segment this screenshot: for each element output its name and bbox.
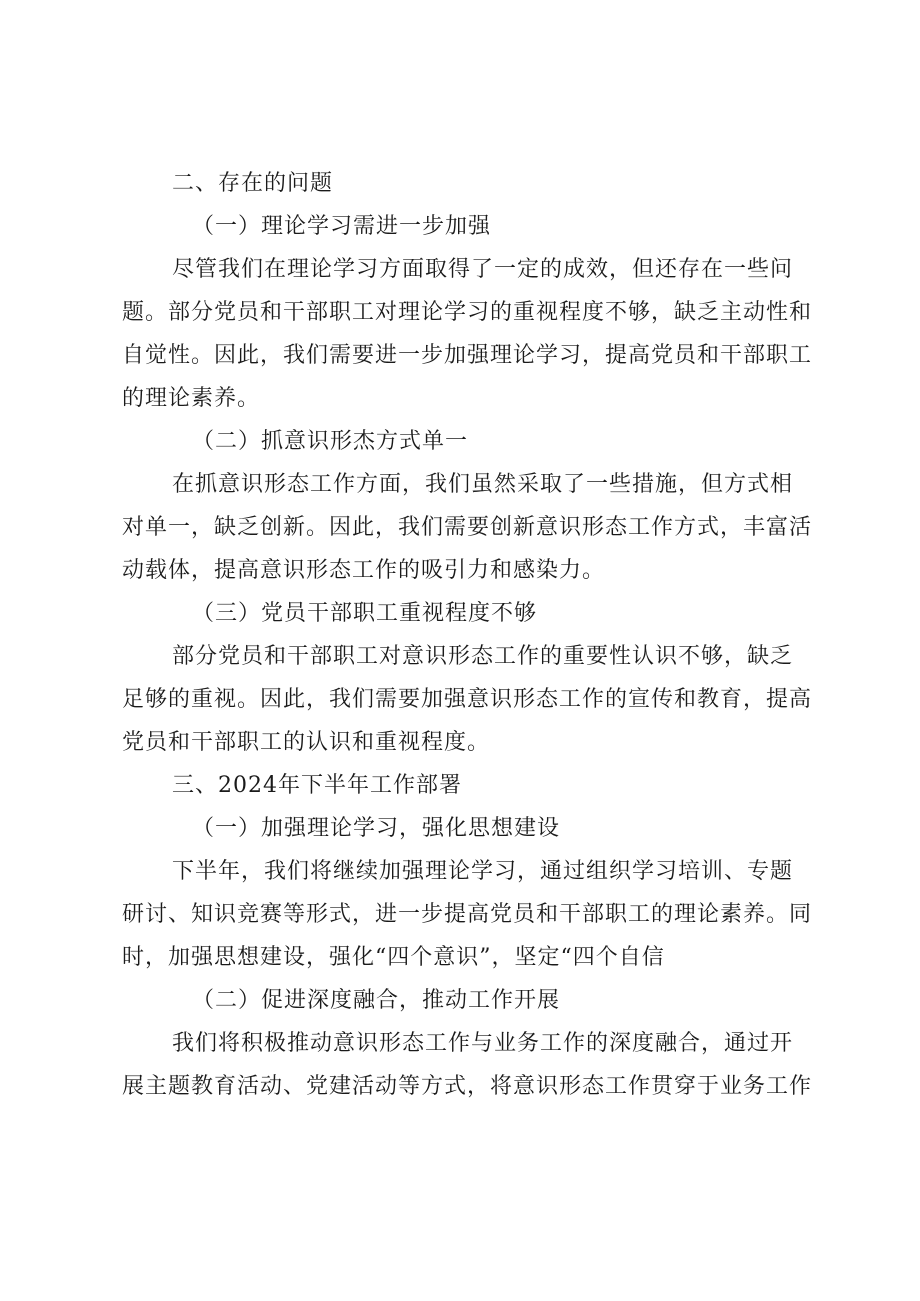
paragraph-line: 动载体，提高意识形态工作的吸引力和感染力。	[122, 558, 606, 583]
paragraph-line: 展主题教育活动、党建活动等方式，将意识形态工作贯穿于业务工作	[122, 1074, 813, 1099]
paragraph-line: 党员和干部职工的认识和重视程度。	[122, 730, 491, 755]
subsection-title: （二）促进深度融合，推动工作开展	[192, 988, 561, 1013]
subsection-title: （一）理论学习需进一步加强	[192, 214, 492, 239]
paragraph-line: 研讨、知识竞赛等形式，进一步提高党员和干部职工的理论素养。同	[122, 902, 813, 927]
paragraph	[122, 248, 812, 420]
paragraph	[122, 850, 812, 979]
paragraph-line: 自觉性。因此，我们需要进一步加强理论学习，提高党员和干部职工	[122, 343, 813, 368]
subsection-title: （三）党员干部职工重视程度不够	[192, 601, 538, 626]
subsection-title: （一）加强理论学习，强化思想建设	[192, 816, 561, 841]
section-heading: 三、2024年下半年工作部署	[172, 773, 462, 798]
paragraph	[122, 1022, 812, 1108]
paragraph-line: 的理论素养。	[122, 386, 261, 411]
document-body	[122, 162, 812, 1108]
paragraph-line: 在抓意识形态工作方面，我们虽然采取了一些措施，但方式相	[172, 472, 794, 497]
paragraph-line: 我们将积极推动意识形态工作与业务工作的深度融合，通过开	[172, 1031, 794, 1056]
paragraph-line: 尽管我们在理论学习方面取得了一定的成效，但还存在一些问	[172, 257, 794, 282]
paragraph-line: 时，加强思想建设，强化“四个意识”，坚定“四个自信	[122, 945, 665, 970]
paragraph-line: 足够的重视。因此，我们需要加强意识形态工作的宣传和教育，提高	[122, 687, 813, 712]
paragraph-line: 部分党员和干部职工对意识形态工作的重要性认识不够，缺乏	[172, 644, 794, 669]
paragraph	[122, 463, 812, 592]
paragraph	[122, 635, 812, 764]
subsection-title: （二）抓意识形杰方式单一	[192, 429, 469, 454]
paragraph-line: 下半年，我们将继续加强理论学习，通过组织学习培训、专题	[172, 859, 794, 884]
section-heading: 二、存在的问题	[172, 171, 334, 196]
paragraph-line: 题。部分党员和干部职工对理论学习的重视程度不够，缺乏主动性和	[122, 300, 813, 325]
paragraph-line: 对单一，缺乏创新。因此，我们需要创新意识形态工作方式，丰富活	[122, 515, 813, 540]
